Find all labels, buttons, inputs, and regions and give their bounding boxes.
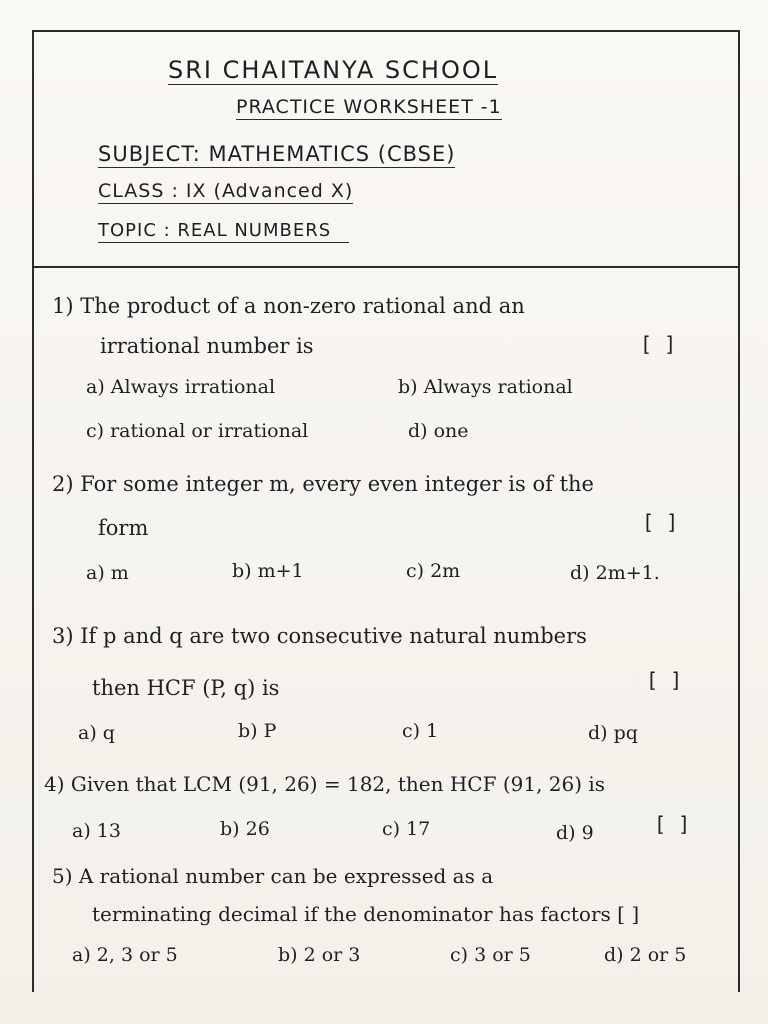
question-5-option-b: b) 2 or 3 <box>278 944 361 966</box>
school-name: SRI CHAITANYA SCHOOL <box>168 56 499 84</box>
question-1-option-c: c) rational or irrational <box>86 420 309 442</box>
question-3-line-1: 3) If p and q are two consecutive natural numbers <box>52 624 587 648</box>
question-1-line-2: irrational number is <box>100 334 314 358</box>
question-2-answer-bracket: [ ] <box>642 510 679 534</box>
question-3-option-b: b) P <box>238 720 277 742</box>
question-5-option-c: c) 3 or 5 <box>450 944 531 966</box>
question-5-option-a: a) 2, 3 or 5 <box>72 944 178 966</box>
topic-line: TOPIC : REAL NUMBERS <box>98 222 349 243</box>
question-5-line-1: 5) A rational number can be expressed as a <box>52 864 494 888</box>
worksheet-title: PRACTICE WORKSHEET -1 <box>236 96 502 118</box>
question-2-option-a: a) m <box>86 562 129 584</box>
question-4-line-1: 4) Given that LCM (91, 26) = 182, then HCF (91, 26) is <box>44 772 606 796</box>
page-border <box>32 30 740 992</box>
question-3-option-d: d) pq <box>588 722 638 744</box>
question-5-option-d: d) 2 or 5 <box>604 944 687 966</box>
question-2-line-1: 2) For some integer m, every even integer is of the <box>52 472 594 496</box>
class-line: CLASS : IX (Advanced X) <box>98 180 354 202</box>
question-1-option-a: a) Always irrational <box>86 376 276 398</box>
question-4-option-b: b) 26 <box>220 818 270 840</box>
question-2-line-2: form <box>98 516 149 540</box>
question-3-line-2: then HCF (P, q) is <box>92 676 280 700</box>
question-1-answer-bracket: [ ] <box>640 332 677 356</box>
question-2-option-b: b) m+1 <box>232 560 304 582</box>
header-divider <box>32 266 738 268</box>
question-4-option-a: a) 13 <box>72 820 121 842</box>
question-1-line-1: 1) The product of a non-zero rational and an <box>52 294 525 318</box>
question-1-option-b: b) Always rational <box>398 376 573 398</box>
question-3-option-a: a) q <box>78 722 115 744</box>
question-3-answer-bracket: [ ] <box>646 668 683 692</box>
question-4-option-d: d) 9 <box>556 822 594 844</box>
question-2-option-c: c) 2m <box>406 560 461 582</box>
question-4-answer-bracket: [ ] <box>654 812 691 836</box>
question-1-option-d: d) one <box>408 420 469 442</box>
question-5-line-2: terminating decimal if the denominator has factors [ ] <box>92 902 640 926</box>
question-3-option-c: c) 1 <box>402 720 439 742</box>
question-2-option-d: d) 2m+1. <box>570 562 660 584</box>
subject-line: SUBJECT: MATHEMATICS (CBSE) <box>98 142 456 166</box>
question-4-option-c: c) 17 <box>382 818 431 840</box>
